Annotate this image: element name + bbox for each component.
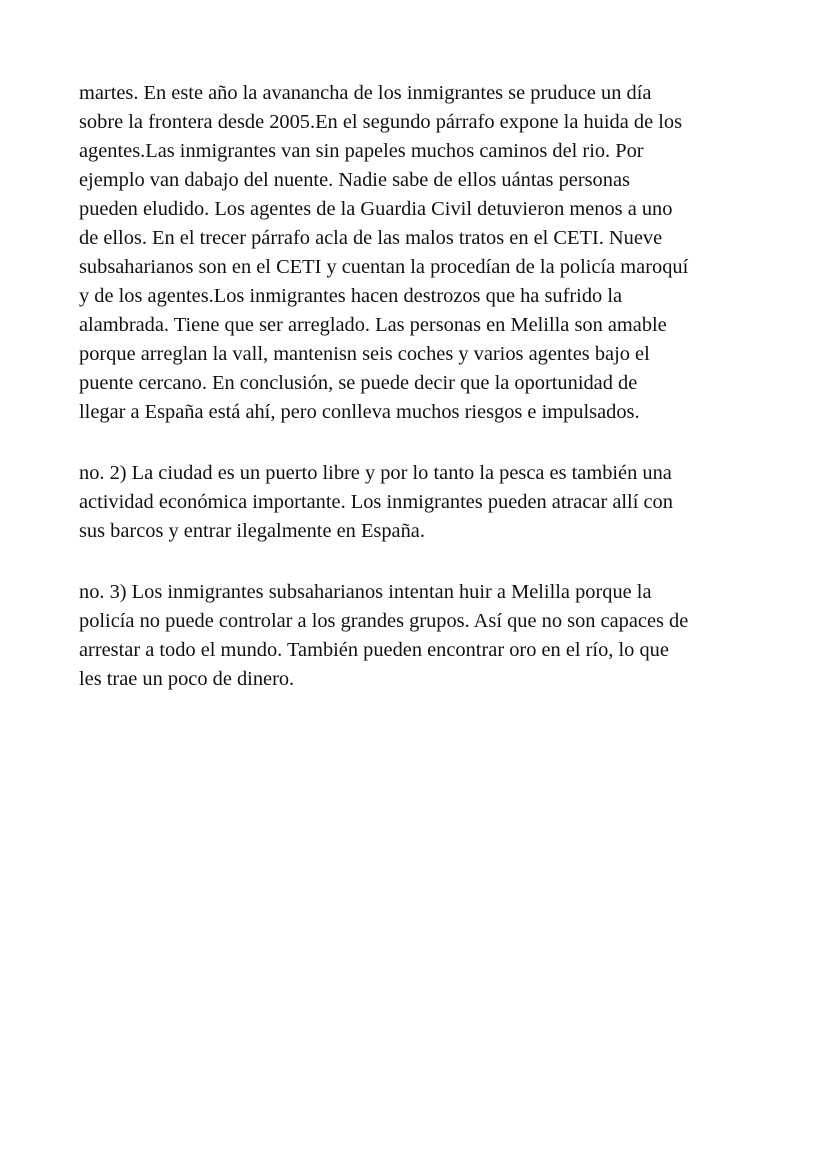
text-line: agentes.Las inmigrantes van sin papeles muchos caminos del rio. Por xyxy=(79,140,644,162)
text-line: policía no puede controlar a los grandes grupos. Así que no son capaces de xyxy=(79,610,689,632)
text-line: les trae un poco de dinero. xyxy=(79,668,295,690)
document-body xyxy=(79,79,759,726)
text-line: alambrada. Tiene que ser arreglado. Las personas en Melilla son amable xyxy=(79,314,667,336)
text-line: llegar a España está ahí, pero conlleva muchos riesgos e impulsados. xyxy=(79,401,640,423)
text-line: subsaharianos son en el CETI y cuentan la procedían de la policía maroquí xyxy=(79,256,689,278)
text-line: pueden eludido. Los agentes de la Guardia Civil detuvieron menos a uno xyxy=(79,198,673,220)
paragraph-summary xyxy=(79,79,759,427)
text-line: ejemplo van dabajo del nuente. Nadie sabe de ellos uántas personas xyxy=(79,169,630,191)
text-line: actividad económica importante. Los inmigrantes pueden atracar allí con xyxy=(79,491,673,513)
paragraph-answer-2 xyxy=(79,459,759,546)
text-line: martes. En este año la avanancha de los inmigrantes se pruduce un día xyxy=(79,82,652,104)
text-line: no. 3) Los inmigrantes subsaharianos intentan huir a Melilla porque la xyxy=(79,581,652,603)
text-line: sobre la frontera desde 2005.En el segundo párrafo expone la huida de los xyxy=(79,111,683,133)
text-line: porque arreglan la vall, mantenisn seis coches y varios agentes bajo el xyxy=(79,343,650,365)
paragraph-answer-3 xyxy=(79,578,759,694)
text-line: sus barcos y entrar ilegalmente en España. xyxy=(79,520,425,542)
text-line: de ellos. En el trecer párrafo acla de las malos tratos en el CETI. Nueve xyxy=(79,227,663,249)
text-line: puente cercano. En conclusión, se puede decir que la oportunidad de xyxy=(79,372,638,394)
text-line: arrestar a todo el mundo. También pueden encontrar oro en el río, lo que xyxy=(79,639,669,661)
text-line: y de los agentes.Los inmigrantes hacen destrozos que ha sufrido la xyxy=(79,285,623,307)
text-line: no. 2) La ciudad es un puerto libre y por lo tanto la pesca es también una xyxy=(79,462,672,484)
